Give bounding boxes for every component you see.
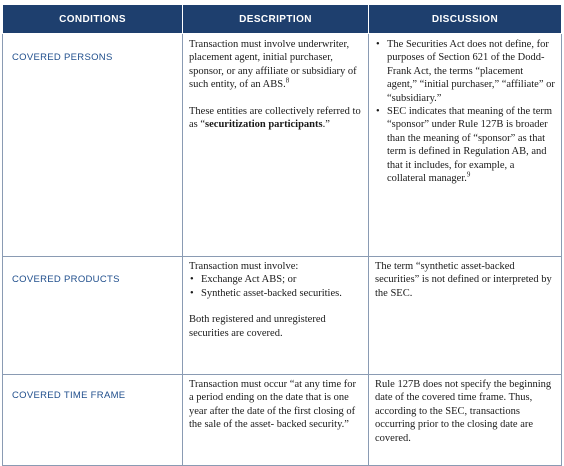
discussion-cell: Rule 127B does not specify the beginning date of the covered time frame. Thus, according to the SEC, transactions occurring prior to the closing date are covered. — [369, 375, 562, 466]
header-row — [3, 5, 562, 34]
table-row-covered-products — [3, 257, 562, 375]
discussion-cell — [369, 34, 562, 257]
bullet-icon: • — [376, 39, 380, 50]
bullet-icon: • — [376, 106, 380, 118]
description-cell — [183, 257, 369, 375]
discussion-cell: The term “synthetic asset-backed securities” is not defined or interpreted by the SEC. — [369, 257, 562, 375]
condition-label: COVERED PERSONS — [3, 34, 183, 257]
description-paragraph: Transaction must involve: — [189, 261, 299, 272]
bullet-icon: • — [190, 287, 194, 299]
description-paragraph: Transaction must involve underwriter, placement agent, initial purchaser, sponsor, or any affiliate or subsidiary of such entity, of an ABS.$^8$ — [189, 39, 357, 91]
header-description: DESCRIPTION — [183, 5, 369, 34]
list-item: • SEC indicates that meaning of the term “sponsor” under Rule 127B is broader than the meaning of “sponsor” as that term is defined in Regulation AB, and that it includes, for example, a collateral manager.$^9$ — [376, 106, 553, 185]
header-conditions: CONDITIONS — [3, 5, 183, 34]
description-cell: Transaction must occur “at any time for a period ending on the date that is one year after the date of the first closing of the sale of the asset- backed security.” — [183, 375, 369, 466]
list-item: • Synthetic asset-backed securities. — [190, 287, 342, 299]
condition-label: COVERED PRODUCTS — [3, 257, 183, 375]
bullet-icon: • — [190, 274, 194, 286]
description-bullets — [189, 273, 362, 300]
footnote-marker: 8 — [285, 76, 290, 85]
table-row-covered-time-frame — [3, 375, 562, 466]
conditions-table — [2, 4, 562, 466]
table-row-covered-persons — [3, 34, 562, 257]
description-paragraph: These entities are collectively referred to as “securitization participants.” — [189, 105, 361, 131]
list-item: • The Securities Act does not define, for purposes of Section 621 of the Dodd-Frank Act, the terms “placement agent,” “initial purchaser,” “affiliate” or “subsidiary.” — [376, 39, 555, 104]
footnote-marker: 9 — [466, 170, 471, 179]
discussion-bullets — [375, 38, 555, 185]
defined-term: securitization participants — [205, 119, 323, 131]
header-discussion: DISCUSSION — [369, 5, 562, 34]
condition-label: COVERED TIME FRAME — [3, 375, 183, 466]
description-paragraph: Both registered and unregistered securities are covered. — [189, 314, 326, 339]
list-item: • Exchange Act ABS; or — [190, 274, 297, 286]
description-cell — [183, 34, 369, 257]
